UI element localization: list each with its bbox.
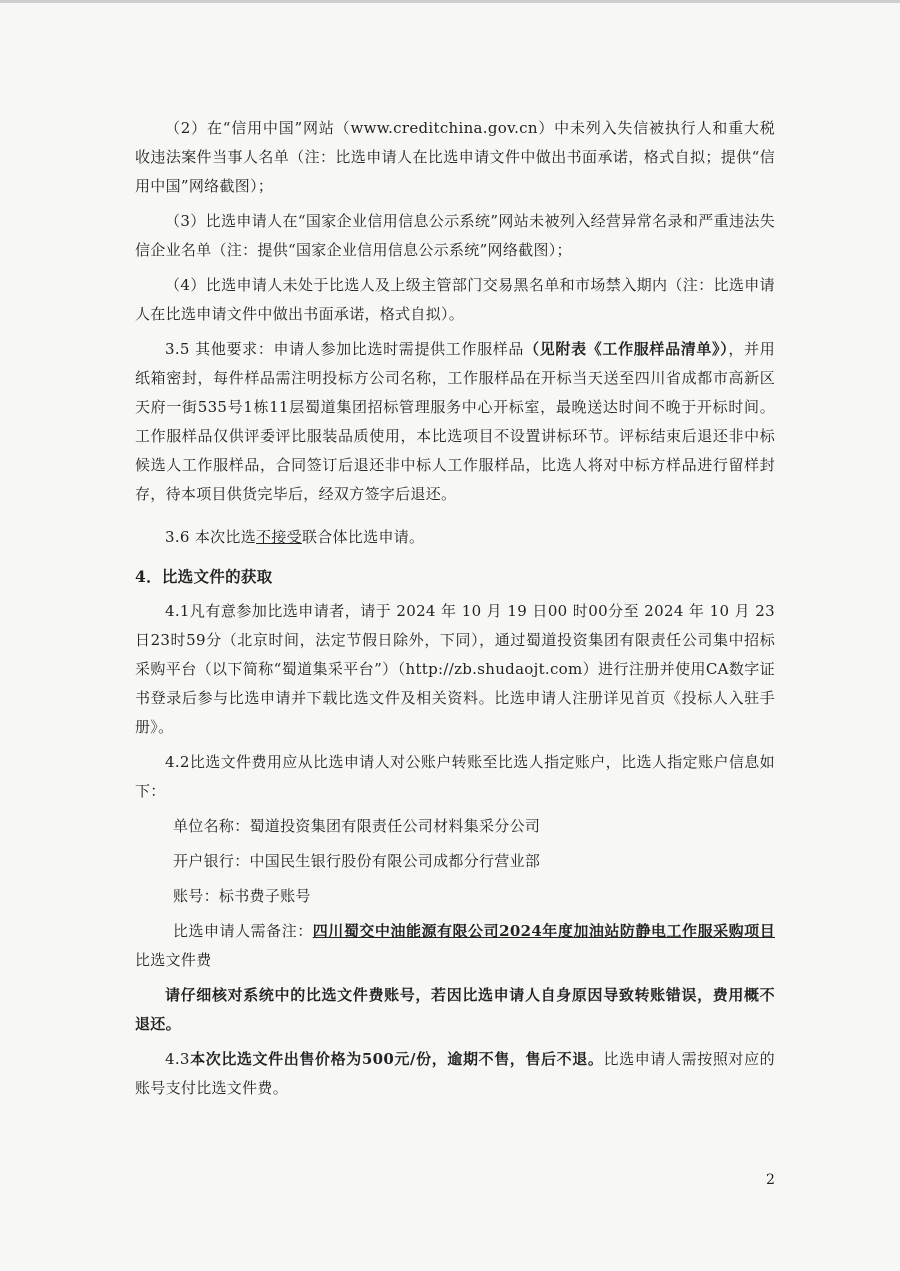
p36-underline: 不接受 <box>256 528 302 546</box>
p43-prefix: 4.3 <box>165 1050 190 1068</box>
p36-prefix: 3.6 本次比选 <box>165 528 257 546</box>
p35-prefix: 3.5 其他要求：申请人参加比选时需提供工作服样品 <box>165 340 525 358</box>
paragraph-4-2: 4.2比选文件费用应从比选申请人对公账户转账至比选人指定账户，比选人指定账户信息如下： <box>135 753 775 800</box>
bank-line: 开户银行：中国民生银行股份有限公司成都分行营业部 <box>173 852 541 870</box>
paragraph-3-5 <box>135 335 775 509</box>
paragraph-4-1: 4.1凡有意参加比选申请者，请于 2024 年 10 月 19 日00 时00分至 2024 年 10 月 23 日23时59分（北京时间，法定节假日除外，下同），通过蜀道投资集团有限责任公司集中招标采购平台（以下简称“蜀道集采平台”）（http://zb.shudaojt.com）进行注册并使用CA数字证书登录后参与比选申请并下载比选文件及相关资料。比选申请人注册详见首页《投标人入驻手册》。 <box>135 602 775 736</box>
remark-prefix: 比选申请人需备注： <box>173 922 313 940</box>
page-number: 2 <box>766 1172 775 1188</box>
remark-line <box>135 917 775 975</box>
paragraph-credit-china: （2）在“信用中国”网站（www.creditchina.gov.cn）中未列入失信被执行人和重大税收违法案件当事人名单（注：比选申请人在比选申请文件中做出书面承诺，格式自拟；提供“信用中国”网络截图）； <box>135 119 775 195</box>
unit-name-line: 单位名称：蜀道投资集团有限责任公司材料集采分公司 <box>173 817 541 835</box>
p43-bold: 本次比选文件出售价格为500元/份，逾期不售，售后不退。 <box>189 1050 604 1068</box>
p35-rest: ，并用纸箱密封，每件样品需注明投标方公司名称，工作服样品在开标当天送至四川省成都市高新区天府一街535号1栋11层蜀道集团招标管理服务中心开标室，最晚送达时间不晚于开标时间。工作服样品仅供评委评比服装品质使用，本比选项目不设置讲标环节。评标结束后退还非中标候选人工作服样品，合同签订后退还非中标人工作服样品，比选人将对中标方样品进行留样封存，待本项目供货完毕后，经双方签字后退还。 <box>135 340 776 503</box>
top-border <box>0 0 900 3</box>
remark-suffix: 比选文件费 <box>135 951 212 969</box>
account-line: 账号：标书费子账号 <box>173 887 311 905</box>
p36-suffix: 联合体比选申请。 <box>301 528 425 546</box>
paragraph-enterprise-credit: （3）比选申请人在“国家企业信用信息公示系统”网站未被列入经营异常名录和严重违法失信企业名单（注：提供“国家企业信用信息公示系统”网络截图）； <box>135 212 775 259</box>
p43-rest: 比选申请人需按照对应的账号支付比选文件费。 <box>135 1050 775 1097</box>
paragraph-blacklist: （4）比选申请人未处于比选人及上级主管部门交易黑名单和市场禁入期内（注：比选申请人在比选申请文件中做出书面承诺，格式自拟）。 <box>135 276 775 323</box>
paragraph-4-3 <box>135 1045 775 1103</box>
paragraph-3-6 <box>135 523 775 552</box>
remark-project-name: 四川蜀交中油能源有限公司2024年度加油站防静电工作服采购项目 <box>312 922 775 940</box>
p35-bold: （见附表《工作服样品清单》） <box>524 340 729 358</box>
section-heading-4: 4．比选文件的获取 <box>135 567 273 586</box>
warning-paragraph: 请仔细核对系统中的比选文件费账号，若因比选申请人自身原因导致转账错误，费用概不退还。 <box>135 986 775 1033</box>
document-body <box>135 114 775 1109</box>
